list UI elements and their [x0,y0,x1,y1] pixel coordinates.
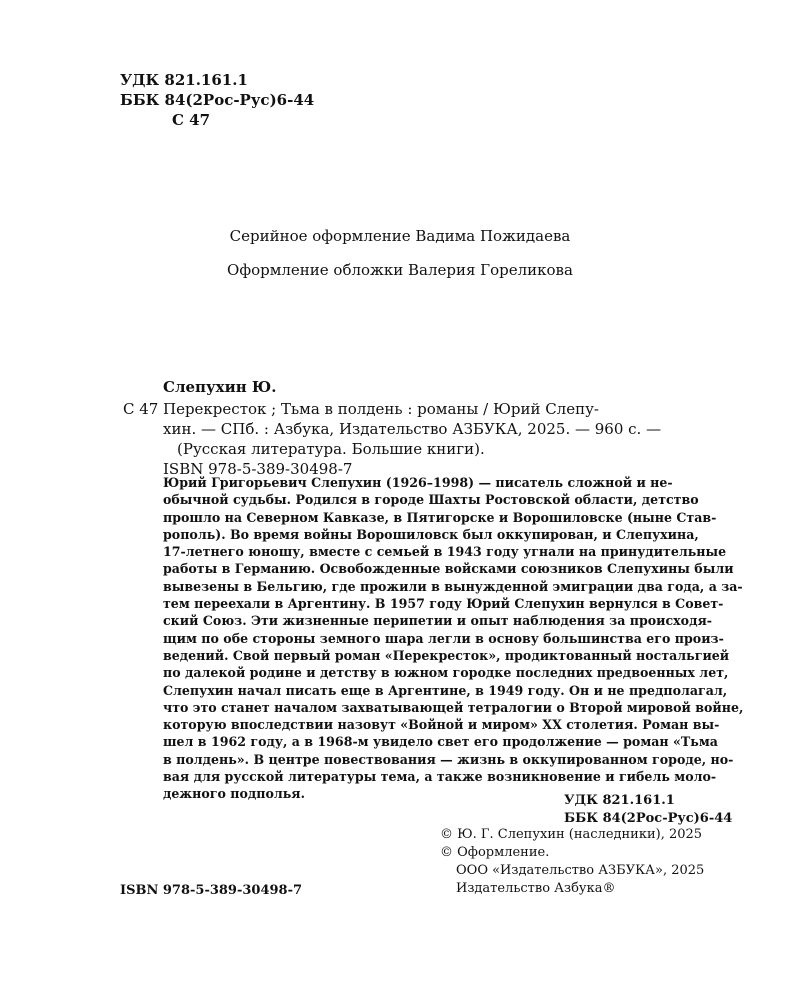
annotation-line: по далекой родине и детству в южном городке последних предвоенных лет, [163,665,729,681]
copyright-design: © Оформление. [440,845,550,860]
copyright-imprint: Издательство Азбука® [456,881,616,896]
classification-codes-bottom [564,792,732,828]
catalog-entry-line: Перекресток ; Тьма в полдень : романы / Юрий Слепу- [163,400,599,418]
annotation-line: рополь). Во время войны Ворошиловск был оккупирован, и Слепухина, [163,526,699,542]
annotation-line: Слепухин начал писать еще в Аргентине, в 1949 году. Он и не предполагал, [163,682,728,698]
annotation-line: щим по обе стороны земного шара легли в основу большинства его произ- [163,630,724,646]
catalog-entry-author: Слепухин Ю. [163,378,277,396]
bbk-code-bottom: ББК 84(2Рос-Рус)6-44 [564,811,733,826]
catalog-entry-line: хин. — СПб. : Азбука, Издательство АЗБУКА, 2025. — 960 с. — [163,420,662,438]
annotation-line: шел в 1962 году, а в 1968-м увидело свет его продолжение — роман «Тьма [163,734,718,750]
annotation-line: Юрий Григорьевич Слепухин (1926–1998) — писатель сложной и не- [163,475,673,490]
annotation-line: дежного подполья. [163,786,305,802]
annotation-line: тем переехали в Аргентину. В 1957 году Юрий Слепухин вернулся в Совет- [163,596,724,612]
catalog-entry-line: (Русская литература. Большие книги). [177,440,485,458]
annotation-line: 17-летнего юношу, вместе с семьей в 1943 году угнали на принудительные [163,544,727,560]
classification-codes-top [120,70,314,130]
catalog-entry-body [163,399,663,479]
annotation-line: вывезены в Бельгию, где прожили в вынужденной эмиграции два года, а за- [163,578,743,594]
annotation-line: ский Союз. Эти жизненные перипетии и опыт наблюдения за происходя- [163,613,713,629]
annotation-line: обычной судьбы. Родился в городе Шахты Ростовской области, детство [163,492,699,508]
udk-code-bottom: УДК 821.161.1 [564,793,675,808]
book-annotation [163,474,744,803]
bbk-code: ББК 84(2Рос-Рус)6-44 [120,91,315,109]
author-sign: С 47 [172,111,211,129]
catalog-entry-isbn: ISBN 978-5-389-30498-7 [163,460,353,478]
cover-design-credit: Оформление обложки Валерия Гореликова [227,261,573,279]
annotation-line: вая для русской литературы тема, а также возникновение и гибель моло- [163,769,717,785]
annotation-line: в полдень». В центре повествования — жизнь в оккупированном городе, но- [163,751,734,767]
annotation-line: ведений. Свой первый роман «Перекресток», продиктованный ностальгией [163,647,730,663]
annotation-line: которую впоследствии назовут «Войной и миром» XX столетия. Роман вы- [163,717,720,733]
annotation-line: работы в Германию. Освобожденные войсками союзников Слепухины были [163,561,734,577]
copyright-block [440,826,704,898]
copyright-publisher: ООО «Издательство АЗБУКА», 2025 [456,863,705,878]
catalog-entry-code: С 47 [123,400,159,418]
annotation-line: что это станет началом захватывающей тетралогии о Второй мировой войне, [163,699,744,715]
copyright-heirs: © Ю. Г. Слепухин (наследники), 2025 [440,827,703,842]
series-design-credit: Серийное оформление Вадима Пожидаева [229,227,571,245]
isbn-bottom: ISBN 978-5-389-30498-7 [120,883,303,898]
udk-code: УДК 821.161.1 [120,71,248,89]
annotation-line: прошло на Северном Кавказе, в Пятигорске и Ворошиловске (ныне Став- [163,509,717,525]
